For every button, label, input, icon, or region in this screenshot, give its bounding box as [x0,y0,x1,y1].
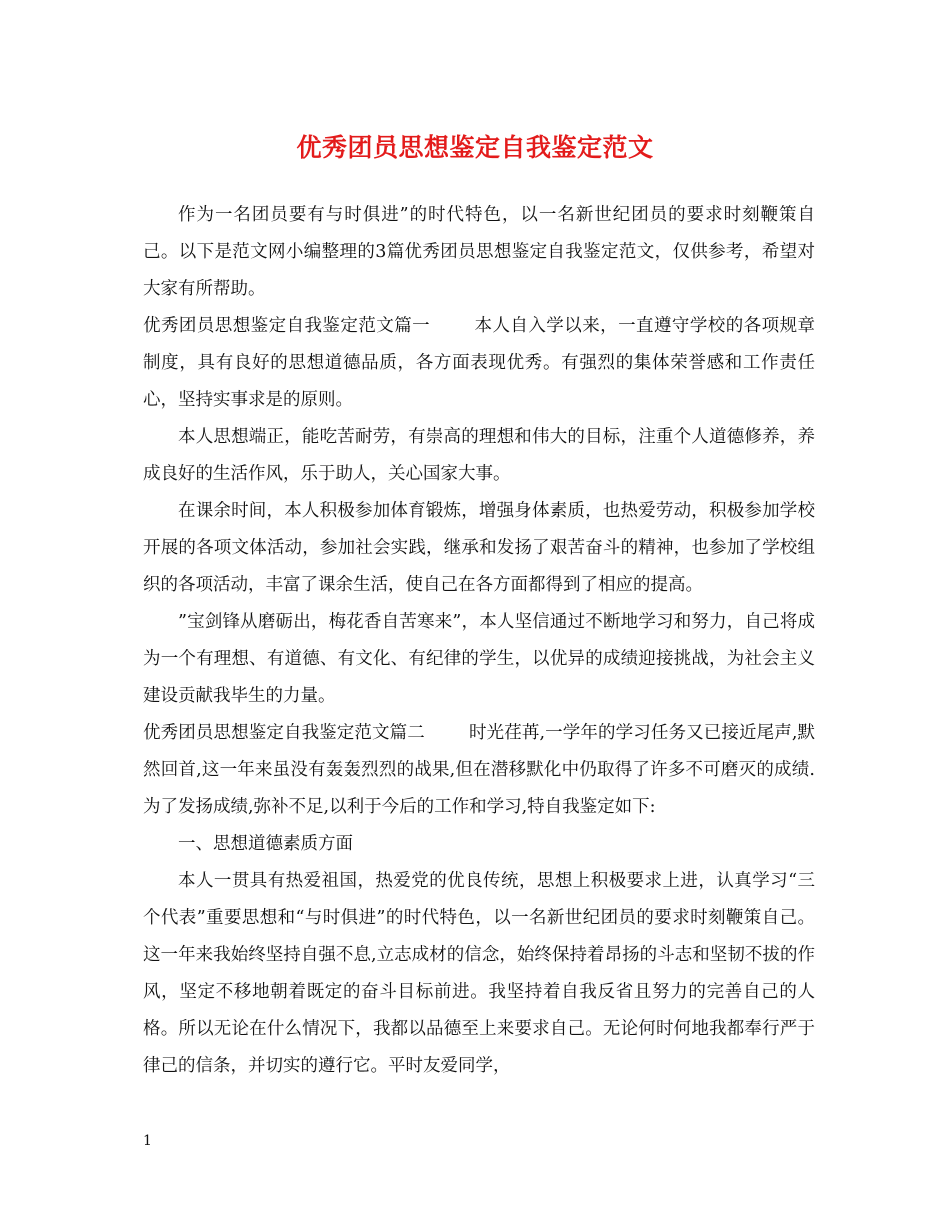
paragraph-text: 本人自入学以来，一直遵守学校的各项规章制度，具有良好的思想道德品质，各方面表现优秀。有强烈的集体荣誉感和工作责任心，坚持实事求是的原则。 [143,316,816,410]
paragraph-text: 本人一贯具有热爱祖国，热爱党的优良传统，思想上积极要求上进，认真学习“三个代表”重要思想和“与时俱进”的时代特色，以一名新世纪团员的要求时刻鞭策自己。这一年来我始终坚持自强不息,立志成材的信念，始终保持着昂扬的斗志和坚韧不拔的作风，坚定不移地朝着既定的奋斗目标前进。我坚持着自我反省且努力的完善自己的人格。所以无论在什么情况下，我都以品德至上来要求自己。无论何时何地我都奉行严于律己的信条，并切实的遵行它。平时友爱同学， [143,871,815,1076]
paragraph [143,493,815,604]
page-number: 1 [143,1133,152,1149]
paragraph-text: 作为一名团员要有与时俱进”的时代特色，以一名新世纪团员的要求时刻鞭策自己。以下是范文网小编整理的3篇优秀团员思想鉴定自我鉴定范文，仅供参考，希望对大家有所帮助。 [143,205,815,299]
paragraph [143,308,815,419]
paragraph-text: 在课余时间，本人积极参加体育锻炼，增强身体素质，也热爱劳动，积极参加学校开展的各项文体活动，参加社会实践，继承和发扬了艰苦奋斗的精神，也参加了学校组织的各项活动，丰富了课余生活，使自己在各方面都得到了相应的提高。 [143,501,815,595]
paragraph-text: 时光荏苒,一学年的学习任务又已接近尾声,默然回首,这一年来虽没有轰轰烈烈的战果,但在潜移默化中仍取得了许多不可磨灭的成绩.为了发扬成绩,弥补不足,以利于今后的工作和学习,特自我鉴定如下: [143,723,815,817]
paragraph [143,604,815,715]
section-heading: 优秀团员思想鉴定自我鉴定范文篇一 [143,316,431,336]
paragraph-text: ”宝剑锋从磨砺出，梅花香自苦寒来”，本人坚信通过不断地学习和努力，自己将成为一个有理想、有道德、有文化、有纪律的学生，以优异的成绩迎接挑战，为社会主义建设贡献我毕生的力量。 [143,612,815,706]
document-title: 优秀团员思想鉴定自我鉴定范文 [296,133,654,162]
paragraph-text: 本人思想端正，能吃苦耐劳，有崇高的理想和伟大的目标，注重个人道德修养，养成良好的生活作风，乐于助人，关心国家大事。 [143,427,815,484]
paragraph [143,419,815,493]
section-heading: 优秀团员思想鉴定自我鉴定范文篇二 [143,723,425,743]
paragraph-text: 一、思想道德素质方面 [178,834,353,854]
paragraph [143,715,815,826]
subsection-heading [143,826,815,863]
paragraph [143,197,815,308]
document-body [143,197,815,1085]
paragraph [143,863,815,1085]
